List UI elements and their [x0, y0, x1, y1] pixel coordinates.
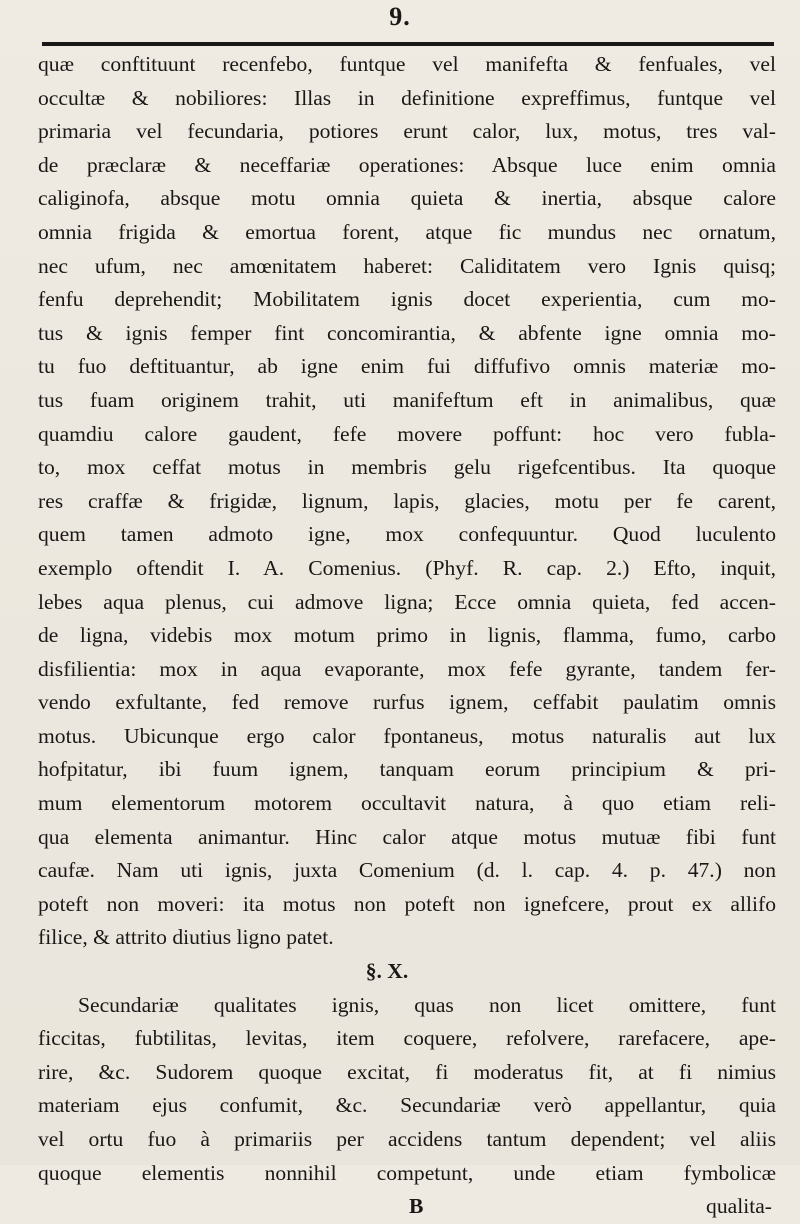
text-line: disfilientia: mox in aqua evaporante, mox fefe gyrante, tandem fer- — [38, 656, 776, 681]
text-line: materiam ejus confumit, &c. Secundariæ verò appellantur, quia — [38, 1093, 776, 1118]
header-rule — [42, 42, 774, 46]
footer-line — [38, 1190, 776, 1224]
text-line: occultæ & nobiliores: Illas in definitione expreffimus, funtque vel — [38, 85, 776, 110]
text-line: qua elementa animantur. Hinc calor atque motus mutuæ fibi funt — [38, 824, 776, 849]
text-line: lebes aqua plenus, cui admove ligna; Ecce omnia quieta, fed accen- — [38, 589, 776, 614]
text-line: exemplo oftendit I. A. Comenius. (Phyf. R. cap. 2.) Efto, inquit, — [38, 555, 776, 580]
catchword: qualita- — [706, 1194, 772, 1219]
text-line: de ligna, videbis mox motum primo in lignis, flamma, fumo, carbo — [38, 623, 776, 648]
text-line: to, mox ceffat motus in membris gelu rigefcentibus. Ita quoque — [38, 455, 776, 480]
text-line: fenfu deprehendit; Mobilitatem ignis docet experientia, cum mo- — [38, 287, 776, 312]
text-line: motus. Ubicunque ergo calor fpontaneus, motus naturalis aut lux — [38, 723, 776, 748]
text-line: primaria vel fecundaria, potiores erunt calor, lux, motus, tres val- — [38, 119, 776, 144]
text-line: quæ conftituunt recenfebo, funtque vel manifefta & fenfuales, vel — [38, 52, 776, 76]
text-line: caliginofa, absque motu omnia quieta & inertia, absque calore — [38, 186, 776, 211]
text-line: vendo exfultante, fed remove rurfus ignem, ceffabit paulatim omnis — [38, 690, 776, 715]
text-line: tus & ignis femper fint concomirantia, & abfente igne omnia mo- — [38, 320, 776, 345]
text-line: vel ortu fuo à primariis per accidens tantum dependent; vel aliis — [38, 1127, 776, 1151]
text-line: caufæ. Nam uti ignis, juxta Comenium (d. l. cap. 4. p. 47.) non — [38, 858, 776, 883]
text-line: ficcitas, fubtilitas, levitas, item coquere, refolvere, rarefacere, ape- — [38, 1026, 776, 1051]
text-line: filice, & attrito diutius ligno patet. — [38, 925, 334, 950]
signature-mark: B — [409, 1194, 424, 1219]
text-line: rire, &c. Sudorem quoque excitat, fi moderatus fit, at fi nimius — [38, 1059, 776, 1084]
text-line: poteft non moveri: ita motus non poteft non ignefcere, prout ex allifo — [38, 891, 776, 916]
text-line: mum elementorum motorem occultavit natura, à quo etiam reli- — [38, 791, 776, 816]
text-line: quamdiu calore gaudent, fefe movere poffunt: hoc vero fubla- — [38, 421, 776, 446]
text-line: hofpitatur, ibi fuum ignem, tanquam eorum principium & pri- — [38, 757, 776, 782]
text-line: omnia frigida & emortua forent, atque fic mundus nec ornatum, — [38, 219, 776, 244]
text-line: res craffæ & frigidæ, lignum, lapis, glacies, motu per fe carent, — [38, 488, 776, 513]
text-line: nec ufum, nec amœnitatem haberet: Caliditatem vero Ignis quisq; — [38, 253, 776, 278]
text-line: quoque elementis nonnihil competunt, unde etiam fymbolicæ — [38, 1160, 776, 1185]
section-heading: §. X. — [365, 959, 409, 984]
text-line: de præclaræ & neceffariæ operationes: Absque luce enim omnia — [38, 152, 776, 177]
text-line: tu fuo deftituantur, ab igne enim fui diffufivo omnis materiæ mo- — [38, 354, 776, 379]
text-line: tus fuam originem trahit, uti manifeftum eft in animalibus, quæ — [38, 387, 776, 412]
page-number: 9. — [389, 2, 411, 31]
text-line: quem tamen admoto igne, mox confequuntur. Quod luculento — [38, 522, 776, 547]
body-text — [38, 48, 776, 1224]
text-line: Secundariæ qualitates ignis, quas non licet omittere, funt — [78, 992, 776, 1017]
